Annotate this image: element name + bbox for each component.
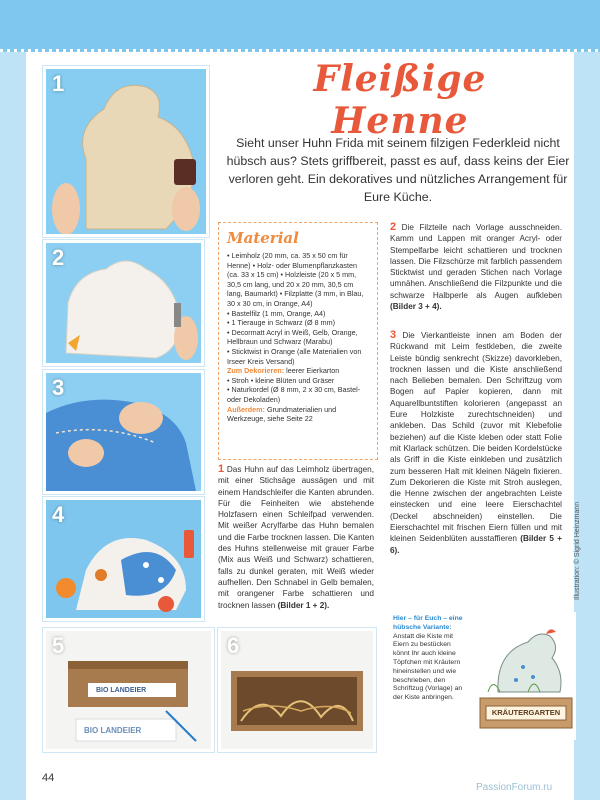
sanding-pad [174,159,196,185]
tip-heading: Hier – für Euch – eine hübsche Variante: [393,615,463,631]
step-number: 1 [218,463,225,475]
photo-number: 4 [52,502,65,527]
step-number: 2 [390,221,397,233]
page-title: Fleißige Henne [313,58,487,142]
page-number: 44 [42,772,55,784]
photo-6 [218,628,376,752]
photo-2 [43,240,204,366]
crate-with-straw [221,631,373,749]
photo-number: 2 [52,245,65,270]
photo-number: 3 [52,375,65,400]
blue-felt-sewing [46,373,201,491]
step-2 [390,222,562,312]
illustration-credit: Illustration: © Sigrid Heinzmann [574,501,581,600]
step-reference: (Bilder 1 + 2). [277,600,330,610]
material-item: • Decormatt Acryl in Weiß, Gelb, Orange, Hellbraun und Schwarz (Marabu) [227,327,358,347]
deco-text: leerer Eierkarton [286,366,340,376]
hand-shape [52,183,80,234]
material-item: • Naturkordel (Ø 8 mm, 2 x 30 cm, Bastel- oder Dekoladen) [227,385,361,404]
hen-with-felt-pieces [46,500,201,618]
step-3 [390,330,562,556]
material-list [227,251,369,424]
photo-4 [43,497,204,621]
material-item: • Leimholz (20 mm, ca. 35 x 50 cm für Henne) • Holz- oder Blumenpflanzkasten (ca. 33 x 15 cm) • Holzleiste (20 x 5 mm, 30,5 cm lang, und 20 x 20 mm, 30,5 cm lang, Baumarkt) • Filzplatte (3 mm, in Blau, 30 x 30 cm, in Orange, A4) [227,251,364,308]
deco-label: Zum Dekorieren: [227,366,285,376]
step-text: Die Filzteile nach Vorlage ausschneiden. Kamm und Lappen mit oranger Acryl- oder Stempelfarbe leicht schattieren und trocknen lassen. Die Filzschürze mit farblich passendem Sticktwist und geraden Stichen nach Vorlage umnähen. Anschließend die Filzpunkte und die schwarze Halbperle als Augen aufkleben [390,223,562,300]
step-reference: (Bilder 5 + 6). [390,534,562,555]
material-item: • 1 Tierauge in Schwarz (Ø 8 mm) [227,318,335,328]
tip-text: Anstatt die Kiste mit Eiern zu bestücken könnt Ihr auch kleine Töpfchen mit Kräutern hineinstellen und wie beschrieben, den Schriftzug (Vorlage) an der Kiste anbringen. [393,632,463,702]
photo-5 [43,628,214,752]
material-box [218,222,378,460]
deco-line [227,366,369,376]
top-band [0,0,600,52]
photo-3 [43,370,204,494]
hen-herb-crate-drawing [468,612,576,740]
photo-number: 1 [52,71,65,96]
material-item: • Bastelfilz (1 mm, Orange, A4) [227,308,326,318]
step-reference: (Bilder 3 + 4). [390,302,442,312]
also-line [227,405,369,424]
photo-number: 6 [227,633,240,658]
step-number: 3 [390,329,397,341]
step-text: Die Vierkantleiste innen am Boden der Rückwand mit Leim festkleben, die zweite Leiste bündig senkrecht (Skizze) davorkleben, trocknen lassen und die Kiste anschließend nach Belieben bemalen. Den Schriftzug vom Bogen auf Papier kopieren, dann mit Aquarellbuntstiften kolorieren (angepasst an Eure Holzkiste zurechtschneiden) und ankleben. Das Schild (zuvor mit Klebefolie beziehen) auf die Kiste kleben oder statt Folie mit Klarlack schützen. Die beiden Kordelstücke als Griff in die Kiste einkleben und zusätzlich zum besseren Halt mit kleinen Nägeln fixieren. Zum Dekorieren die Kiste mit Stroh auslegen, die Henne zwischen der angebrachten Leiste einstecken und eine leere Eierschachtel (Deckel abschneiden) einstellen. Die Eierschachtel mit frischen Eiern füllen und mit kleinen Seidenblüten ausstaffieren [390,331,562,544]
intro-text: Sieht unser Huhn Frida mit seinem filzigen Federkleid nicht hübsch aus? Stets griffbereit, passt es auf, dass keins der Eier verloren geht. Ein dekoratives und nützliches Arrangement für Eure Küche. [226,136,570,204]
tip-box [393,615,463,703]
step-1 [218,464,374,611]
left-margin-band [0,52,26,800]
crate-label-template: BIO LANDEIER [84,726,142,735]
photo-1 [43,66,209,237]
material-item: • Sticktwist in Orange (alle Materialien von Irseer Kreis Versand) [227,346,362,366]
also-text: Grundmaterialien und Werkzeuge, siehe Seite 22 [227,404,337,424]
crate-label: BIO LANDEIER [96,687,147,694]
herb-sign: KRÄUTERGARTEN [491,708,561,717]
herb-box-illustration [468,612,576,740]
step-text: Das Huhn auf das Leimholz übertragen, mit einer Stichsäge aussägen und mit einem Handschleifer die Kanten abrunden. Für die Feinheiten wie abstehende Holzfasern einen Schleifpad verwenden. Mit weißer Acrylfarbe das Huhn bemalen und die Farbe trocknen lassen. Die Kanten des Huhns stellenweise mit grauer Farbe (Mix aus Weiß und Schwarz) schattieren, falls zu dunkel geraten, mit Weiß wieder aufhellen. Den Schnabel in Gelb bemalen, mit orangener Farbe schattieren und trocknen lassen [218,465,375,610]
wooden-hen-board [46,69,206,234]
material-item: • Stroh • kleine Blüten und Gräser [227,375,335,385]
watermark: PassionForum.ru [476,782,553,793]
material-heading: Material [227,229,299,247]
also-label: Außerdem: [227,404,265,414]
right-margin-band [574,52,600,800]
white-hen-painting [46,243,201,363]
photo-number: 5 [52,633,65,658]
